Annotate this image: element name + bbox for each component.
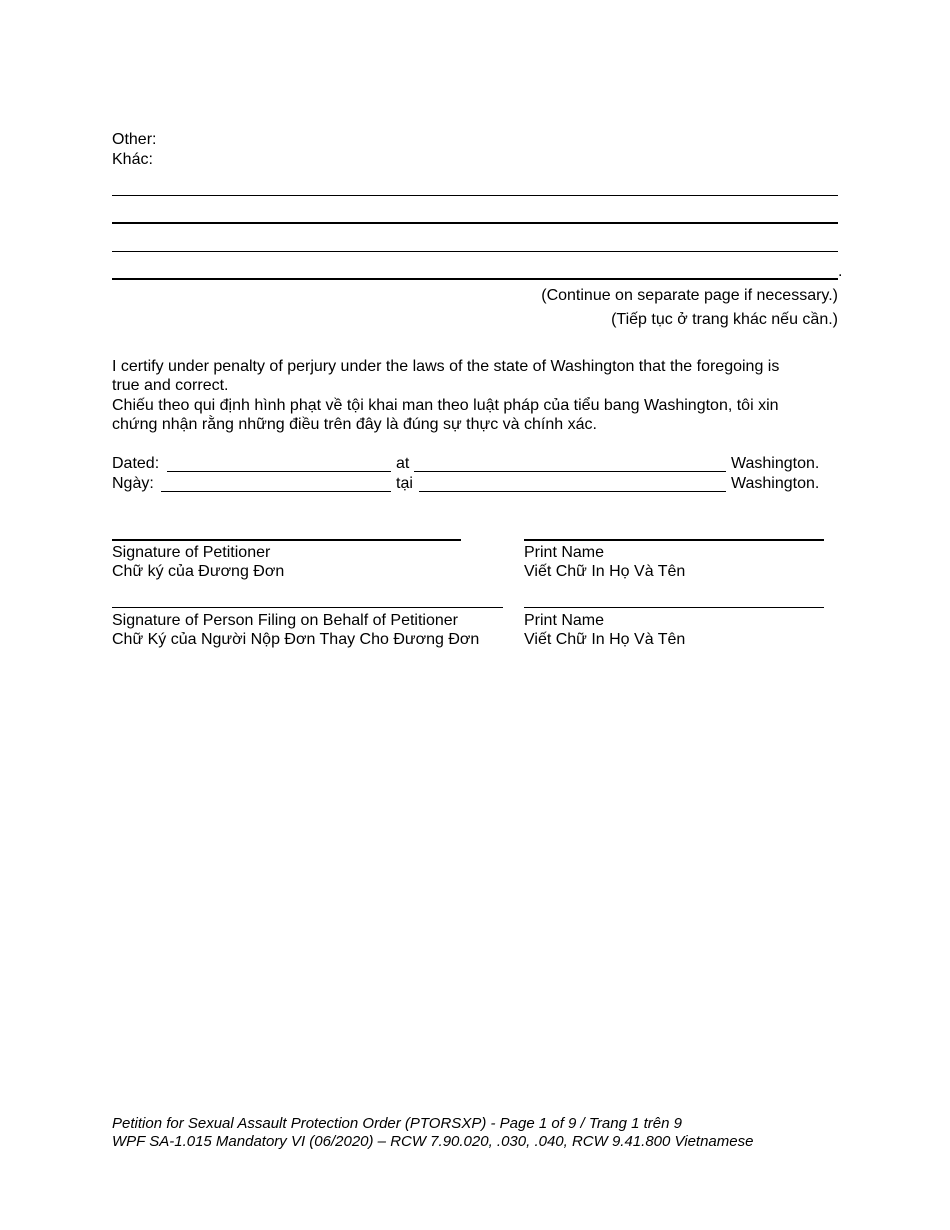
dated-label: Dated: [112, 455, 160, 472]
certify-vi-line1: Chiếu theo qui định hình phạt về tội khai man theo luật pháp của tiểu bang Washington, tôi xin [112, 397, 779, 414]
at-label-vi: tại [396, 475, 413, 492]
print-name-label: Print Name [524, 544, 605, 561]
other-label: Other: [112, 131, 157, 148]
other-line-4[interactable] [112, 278, 838, 280]
petitioner-signature-label-vi: Chữ ký của Đương Đơn [112, 563, 285, 580]
washington-label: Washington. [731, 455, 820, 472]
continue-note-vi: (Tiếp tục ở trang khác nếu cần.) [611, 311, 838, 328]
petitioner-signature-label: Signature of Petitioner [112, 544, 271, 561]
print-name-label-2-vi: Viết Chữ In Họ Và Tên [524, 631, 686, 648]
print-name-label-vi: Viết Chữ In Họ Và Tên [524, 563, 686, 580]
print-name-line-2[interactable] [524, 607, 824, 608]
continue-note-en: (Continue on separate page if necessary.) [541, 287, 838, 304]
other-label-vi: Khác: [112, 151, 153, 168]
city-field-vi[interactable] [419, 491, 726, 492]
other-end-period: . [838, 263, 843, 280]
certify-en-line1: I certify under penalty of perjury under the laws of the state of Washington that the foregoing is [112, 358, 780, 375]
petitioner-signature-line[interactable] [112, 539, 461, 541]
print-name-line[interactable] [524, 539, 824, 541]
dated-label-vi: Ngày: [112, 475, 154, 492]
city-field[interactable] [414, 471, 726, 472]
certify-vi-line2: chứng nhận rằng những điều trên đây là đúng sự thực và chính xác. [112, 416, 597, 433]
behalf-signature-line[interactable] [112, 607, 503, 608]
behalf-signature-label: Signature of Person Filing on Behalf of Petitioner [112, 612, 458, 629]
footer-line-2: WPF SA-1.015 Mandatory VI (06/2020) – RCW 7.90.020, .030, .040, RCW 9.41.800 Vietnamese [112, 1133, 754, 1150]
other-line-1[interactable] [112, 195, 838, 196]
other-line-3[interactable] [112, 251, 838, 252]
washington-label-vi: Washington. [731, 475, 820, 492]
dated-field-vi[interactable] [161, 491, 391, 492]
footer-line-1: Petition for Sexual Assault Protection Order (PTORSXP) - Page 1 of 9 / Trang 1 trên 9 [112, 1115, 682, 1132]
dated-field[interactable] [167, 471, 391, 472]
certify-en-line2: true and correct. [112, 377, 229, 394]
behalf-signature-label-vi: Chữ Ký của Người Nộp Đơn Thay Cho Đương Đơn [112, 631, 480, 648]
print-name-label-2: Print Name [524, 612, 605, 629]
at-label: at [396, 455, 410, 472]
other-line-2[interactable] [112, 222, 838, 224]
